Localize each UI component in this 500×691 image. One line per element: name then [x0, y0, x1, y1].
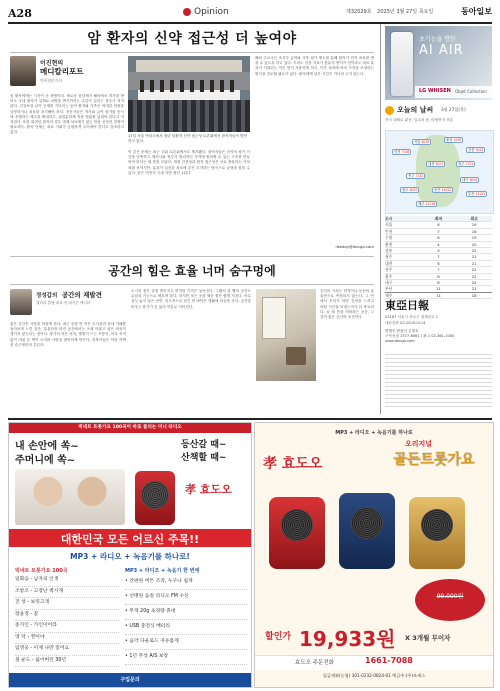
weather-city-bubble: [426, 161, 445, 167]
author-photo: [10, 289, 32, 315]
ad-section-rule: [8, 418, 492, 420]
masthead-logo: 東亞日報: [385, 299, 429, 312]
weather-table-cell: 전주: [385, 267, 393, 273]
weather-table-cell: 6: [437, 235, 440, 241]
ad-song-item: 설 운도 - 잃어버린 30년: [15, 656, 119, 668]
weather-table-cell: 22: [471, 273, 477, 279]
hyododo-ad-left: [8, 422, 252, 688]
weather-table-cell: 강릉: [385, 247, 393, 253]
weather-table-cell: 도시: [385, 216, 393, 221]
weather-panel: [385, 104, 492, 298]
account-info: 입금계좌(농협) 301-0232-0824-01 예금주:(주)쏘세스: [322, 673, 426, 678]
ad-feature-item: • 간편한 버튼 조작, 누구나 쉽게: [125, 575, 247, 590]
weather-table-cell: 20: [471, 241, 477, 247]
weather-table-cell: 21: [471, 254, 477, 260]
ad-line1: 초기능을 향한: [419, 36, 456, 43]
weather-date: 3월 27일(목): [441, 107, 466, 112]
weather-city-name: 인천: [394, 150, 402, 154]
weather-city-bubble: [412, 139, 431, 145]
weather-city-name: 청주: [458, 162, 466, 166]
ad-brand: LG WHISEN: [419, 88, 451, 94]
header-rule: [8, 22, 492, 24]
bottom-article-photo: [256, 289, 316, 381]
weather-table-cell: 22: [471, 267, 477, 273]
masthead-info: [385, 329, 492, 344]
weather-city-bubble: [456, 161, 475, 167]
page-number: A28: [8, 7, 32, 20]
weather-city-temp: 7/16: [401, 150, 410, 154]
ad-brand-sub: Objet Collection: [455, 89, 487, 94]
bottom-body-left: 좋은 공간은 사람을 머물게 한다. 최근 문을 연 작은 도서관과 동네 카페를 돌아보며 느낀 것은, 효율만을 따진 공간에서는 오래 머물고 싶은 마음이 생기지 않는다는 점이다. 창가의 작은 의자, 햇빛이 드는 모퉁이, 아무 목적 없이 비워 둔 벽이 오히려 사람을 편안하게 만든다. 건축가들은 이런 여백을 숨구멍이라 부른다.: [10, 322, 126, 347]
weather-city-bubble: [392, 149, 411, 155]
weather-table-cell: 서울: [385, 222, 393, 228]
ad-top-banner: 빅네트 트롯가요 100곡이 바로 들리는 미니 라디오: [9, 423, 251, 433]
weather-table-cell: 6: [437, 260, 440, 266]
weather-city-name: 대전: [428, 162, 436, 166]
masthead: [385, 292, 492, 415]
speaker-grille-3: [421, 509, 453, 541]
weather-city-bubble: [432, 187, 453, 193]
photo-banner: [136, 60, 242, 72]
ad-product-name: 孝 효도오: [185, 483, 232, 496]
weather-city-bubble: [406, 173, 425, 179]
ad-song-item: 장윤정 - 꽃: [15, 610, 119, 622]
weather-table-cell: 21: [471, 286, 477, 292]
ad-song-item: 진 성 - 보릿고개: [15, 598, 119, 610]
ad-song-item: 영 탁 - 찐이야: [15, 633, 119, 645]
weather-city-temp: 10/22: [441, 188, 452, 192]
issue-number: 제32029호: [346, 9, 372, 15]
radio-speaker-grille: [141, 481, 169, 509]
speaker-grille-2: [351, 507, 383, 539]
bottom-article-headline: 공간의 힘은 효율 너머 숨구멍에: [108, 264, 276, 278]
weather-table-cell: 18: [471, 292, 477, 298]
weather-table-cell: 19: [471, 222, 477, 228]
opinion-section-mark: [183, 8, 191, 16]
weather-city-bubble: [460, 177, 479, 183]
ad-product-name: 孝 효도오: [263, 456, 323, 472]
weather-title: 오늘의 날씨: [397, 106, 434, 114]
top-article-headline: 암 환자의 신약 접근성 더 높여야: [87, 31, 297, 47]
ad-title-small: 오리지널: [405, 440, 433, 448]
ad-song-item: 일화음 - 남자의 인생: [15, 575, 119, 587]
column-name: 메디칼리포트: [40, 67, 84, 76]
ad-song-item: 조항조 - 고장난 벽시계: [15, 587, 119, 599]
photo-caption: 17일 서울 여의도에서 열린 암환자 신약 접근성 토론회에서 참석자들이 발언하고 있다.: [128, 134, 247, 143]
weather-table-cell: 11: [436, 286, 441, 292]
weather-city-temp: 11/21: [475, 192, 486, 196]
ad-headline-1: 내 손안에 쏙~: [15, 441, 79, 452]
weather-city-temp: 4/20: [453, 138, 462, 142]
weather-table-cell: 24: [471, 279, 477, 285]
ad-top-label: MP3 + 라디오 + 녹음기를 하나로: [335, 430, 413, 436]
top-headline-rule: [10, 52, 374, 53]
price-badge: [415, 579, 485, 621]
weather-table-cell: 19: [471, 235, 477, 241]
weather-city-name: 강릉: [468, 148, 476, 152]
weather-city-temp: 9/22: [475, 148, 484, 152]
author-email: likeday@donga.com: [335, 244, 374, 249]
author-name: 정성갑의: [36, 293, 58, 299]
issue-info: [346, 8, 433, 15]
weather-city-name: 제주: [418, 202, 426, 206]
weather-table-cell: 광주: [385, 273, 393, 279]
weather-city-name: 울산: [434, 188, 442, 192]
speaker-grille-1: [281, 509, 313, 541]
weather-city-name: 춘천: [446, 138, 454, 142]
weather-table-cell: 11: [436, 292, 441, 298]
bottom-headline-rule: [10, 284, 374, 285]
ad-line2: AI AIR: [419, 43, 464, 58]
top-body-left: 암 환자에게는 시간이 곧 생명이다. 새로운 항암제가 해외에서 허가를 받아도 국내 환자가 실제로 처방을 받기까지는 수년이 걸리는 경우가 적지 않다. 건강보험 급여 등재를 기다리는 동안 환자와 가족은 막대한 비용을 감당하거나 치료를 포기해야 한다. 전문가들은 허가와 급여 평가를 동시에 진행하는 제도를 확대하고, 위험분담제 적용 범위를 넓혀야 한다고 지적한다. 또한 희귀암 환자의 경우 대체 치료제가 없는 만큼 신속한 결정이 필요하다. 환자 단체는 치료 기회가 공평하게 주어져야 한다고 강조하고 있다.: [10, 94, 124, 135]
section-divider: [10, 256, 374, 257]
ad-features: [125, 575, 247, 665]
issue-date: 2025년 3월 27일 목요일: [377, 9, 434, 15]
ad-title: 골든트롯가요: [393, 452, 475, 468]
masthead-address: 03187 서울시 종로구 청계천로 1: [385, 315, 439, 319]
photo-chair: [286, 347, 306, 365]
weather-table-cell: 16: [471, 228, 477, 234]
weather-table-cell: 춘천: [385, 241, 393, 247]
weather-table-cell: 21: [471, 260, 477, 266]
weather-icon: [385, 106, 394, 115]
phone-label: 효도오 주문전화: [295, 660, 334, 666]
weather-table-cell: 8: [437, 222, 440, 228]
weather-table-cell: 7: [437, 267, 440, 273]
weather-map: [385, 130, 494, 214]
weather-table-cell: 22: [471, 247, 477, 253]
weather-detail: 전국 대체로 맑음, 일교차 큼, 미세먼지 보통: [385, 118, 454, 122]
ad-features-title: MP3 + 라디오 + 녹음기 한 번에: [125, 568, 200, 574]
ad-song-item: 송가인 - 가인이어라: [15, 621, 119, 633]
paper-name: 동아일보: [461, 7, 492, 16]
top-body-mid: 이 같은 문제는 최근 국회 토론회에서도 제기됐다. 참석자들은 신약의 평가 기간을 단축하고 제약사와 정부가 합리적인 가격에 합의할 수 있는 구조를 만들어야 한다는 데 뜻을 모았다. 재정 건전성과 환자 접근성은 서로 충돌하는 가치처럼 보이지만, 효과가 입증된 치료에 우선 투자하는 방식으로 균형을 찾을 수 있다. 암은 여전히 국내 사망 원인 1위다.: [128, 150, 250, 175]
masthead-fineprint: [385, 351, 492, 409]
weather-city-temp: 6/21: [435, 162, 444, 166]
author-role: 갤러리 클립 대표·전 매거진 에디터: [36, 301, 91, 305]
weather-table-cell: 4: [437, 241, 440, 247]
ad-order-label: 구입문의: [9, 673, 251, 687]
section-title: Opinion: [194, 7, 229, 17]
weather-table-cell: 청주: [385, 254, 393, 260]
weather-city-bubble: [466, 191, 487, 197]
weather-table-cell: 8: [437, 279, 440, 285]
author-name: 이진현의: [40, 60, 64, 67]
ad-song-list: [15, 575, 119, 667]
price-label: 할인가: [265, 632, 292, 642]
air-conditioner-image: [391, 32, 413, 96]
weather-table-cell: 7: [437, 254, 440, 260]
author-role: 의학전문기자: [40, 78, 63, 83]
weather-city-name: 부산: [468, 192, 476, 196]
phone-number: 1661-7088: [365, 656, 413, 665]
page-header: [8, 6, 492, 22]
bottom-author-box: [10, 289, 126, 319]
weather-city-bubble: [466, 147, 485, 153]
ad-sub: MP3 + 라디오 + 녹음기를 하나로!: [70, 552, 190, 561]
weather-city-name: 대구: [462, 178, 470, 182]
photo-speakers: [140, 80, 238, 92]
weather-table-cell: 7: [437, 228, 440, 234]
masthead-info-line: 구독신청 1577-6061 / 광고 02-361-1000: [385, 334, 455, 338]
ad-feature-item: • 선명한 음질 라디오 FM 수신: [125, 590, 247, 605]
seniors-photo: [15, 469, 125, 525]
price-value: 19,933원: [299, 627, 396, 651]
weather-city-temp: 8/19: [421, 140, 430, 144]
price-extra: X 3개월 무이자: [405, 634, 451, 642]
weather-city-name: 서울: [414, 140, 422, 144]
ad-bar-text: 대한민국 모든 어르신 주목!!: [60, 533, 200, 546]
weather-bubbles: [386, 131, 493, 213]
hyododo-ad-right: [254, 422, 494, 688]
weather-table-cell: 부산: [385, 286, 393, 292]
price-old: 99,000원: [436, 593, 464, 600]
weather-city-temp: 7/21: [465, 162, 474, 166]
bottom-body-right: 공간의 가치는 면적이나 동선의 효율만으로 측정되지 않는다. 그 안에서 우리가 어떤 감정을 느끼고 어떤 시간을 보내는지가 더 중요하다. 숨 쉴 틈을 허락하는 공간, 그것이 좋은 공간의 조건이다.: [320, 289, 374, 320]
right-column-border: [380, 24, 381, 414]
top-body-right: 해외 주요국은 조건부 급여와 사후 평가 제도를 통해 환자가 먼저 치료를 받을 수 있도록 하고 있다. 우리도 임상 자료가 충분히 쌓이기 전이라도 치료 효과가 기대되는 약은 먼저 사용하게 하고, 이후 성과에 따라 가격을 조정하는 방식을 검토할 필요가 있다. 환자에게 남은 시간은 기다려 주지 않는다.: [255, 56, 374, 76]
weather-city-bubble: [416, 201, 437, 207]
top-article-photo: [128, 56, 250, 132]
weather-table-cell: 최저: [434, 216, 443, 221]
ad-right-head-1: 등산갈 때~: [181, 440, 227, 450]
ad-list-title: 빅네트 트롯가요 100곡: [15, 568, 68, 574]
weather-city-temp: 8/24: [469, 178, 478, 182]
weather-table-cell: 최고: [470, 216, 478, 221]
author-photo: [10, 56, 36, 86]
weather-city-temp: 7/22: [415, 174, 424, 178]
column-name: 공간의 재발견: [62, 291, 102, 299]
weather-table-cell: 수원: [385, 235, 393, 241]
ad-headline-2: 주머니에 쏙~: [15, 455, 76, 466]
masthead-info-line: www.donga.com: [385, 339, 415, 343]
weather-table-cell: 8: [437, 273, 440, 279]
weather-city-temp: 8/22: [409, 188, 418, 192]
ad-song-item: 임영웅 - 이제 나만 믿어요: [15, 644, 119, 656]
weather-city-name: 전주: [408, 174, 416, 178]
ad-feature-item: • 1년 무상 A/S 보장: [125, 650, 247, 665]
ad-feature-item: • USB 충전식 배터리: [125, 620, 247, 635]
weather-table-cell: 제주: [385, 292, 393, 298]
bottom-body-mid: 도시의 집은 점점 좁아지고 면적당 가격은 높아진다. 그래서 한 뼘의 공간도 수납과 기능으로 채우려 한다. 하지만 모든 곳을 채운 집은 쉽게 지친다. 아무것도 놓지 않은 선반, 의도적으로 남긴 빈 바닥은 생활에 리듬을 준다. 공간을 비우는 용기가 곧 삶의 여유로 이어진다.: [131, 289, 251, 309]
weather-city-bubble: [444, 137, 463, 143]
top-author-box: [10, 56, 100, 90]
photo-window: [262, 297, 286, 339]
weather-city-temp: 11/18: [425, 202, 436, 206]
weather-table: [385, 216, 492, 299]
ad-right-head-2: 산책할 때~: [181, 453, 227, 463]
lg-ad: [385, 26, 492, 100]
weather-table-cell: 인천: [385, 228, 393, 234]
weather-table-cell: 대전: [385, 260, 393, 266]
weather-city-name: 광주: [402, 188, 410, 192]
masthead-info-line: 발행인·편집인 김재호: [385, 329, 419, 333]
photo-audience: [128, 100, 250, 132]
ad-feature-item: • 음악 다운로드 자유롭게: [125, 635, 247, 650]
weather-city-bubble: [400, 187, 419, 193]
masthead-phone: 대표전화 02-2020-0114: [385, 321, 426, 325]
ad-feature-item: • 무게 20g 초경량 휴대: [125, 605, 247, 620]
weather-table-cell: 9: [437, 247, 440, 253]
weather-table-cell: 대구: [385, 279, 393, 285]
